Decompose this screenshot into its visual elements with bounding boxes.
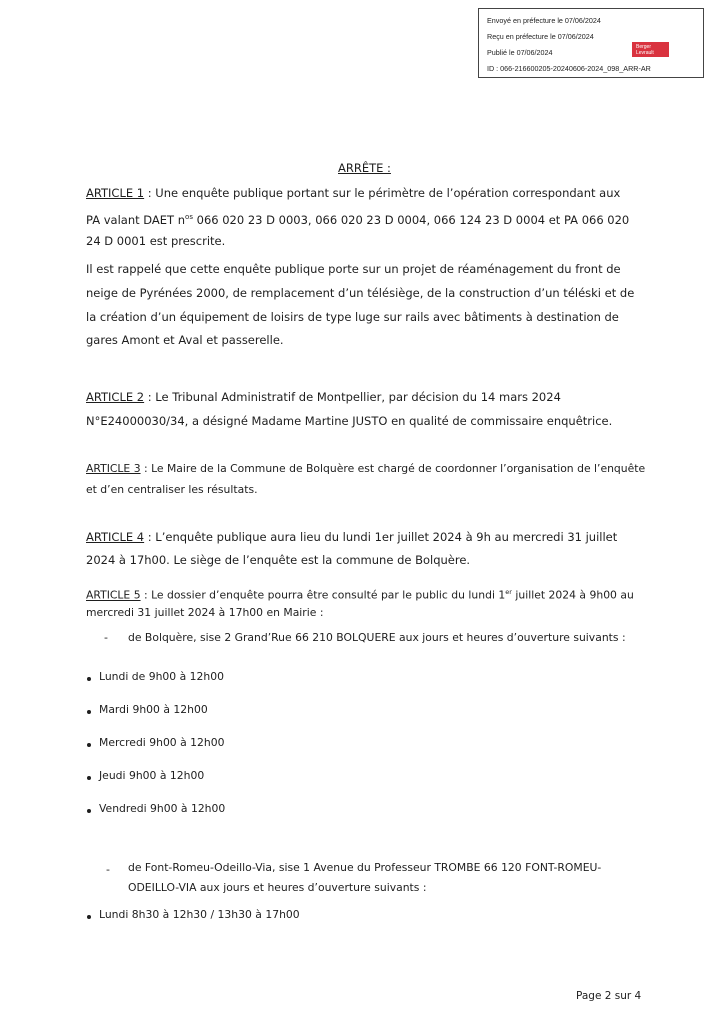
article5-line2: mercredi 31 juillet 2024 à 17h00 en Mairie : [86, 606, 324, 619]
article2-label: ARTICLE 2 [86, 390, 145, 404]
article1-para-line3: la création d’un équipement de loisirs de type luge sur rails avec bâtiments à destination de [86, 310, 619, 324]
bullet-dot [87, 915, 91, 919]
schedule-bolquere-item: Jeudi 9h00 à 12h00 [99, 769, 205, 782]
stamp-id: ID : 066-216600205-20240606-2024_098_ARR-AR [487, 64, 651, 73]
article1-line3: 24 D 0001 est prescrite. [86, 234, 226, 248]
article4-line2: 2024 à 17h00. Le siège de l’enquête est la commune de Bolquère. [86, 553, 471, 567]
schedule-bolquere-item: Mercredi 9h00 à 12h00 [99, 736, 225, 749]
berger-levrault-logo: Berger Levrault [632, 42, 669, 57]
stamp-published: Publié le 07/06/2024 [487, 48, 553, 57]
bullet-dot [87, 710, 91, 714]
dash-bullet: - [104, 631, 108, 644]
article1-para-line2: neige de Pyrénées 2000, de remplacement d’un télésiège, de la construction d’un téléski et de [86, 286, 635, 300]
schedule-bolquere-item: Lundi de 9h00 à 12h00 [99, 670, 224, 683]
bullet-dot [87, 677, 91, 681]
bullet-dot [87, 776, 91, 780]
page-heading: ARRÊTE : [338, 161, 391, 175]
article1-para-line1: Il est rappelé que cette enquête publique porte sur un projet de réaménagement du front de [86, 262, 621, 276]
schedule-fontromeu-item: Lundi 8h30 à 12h30 / 13h30 à 17h00 [99, 908, 300, 921]
article4-line1: ARTICLE 4 : L’enquête publique aura lieu du lundi 1er juillet 2024 à 9h au mercredi 31 juillet [86, 530, 618, 544]
article4-label: ARTICLE 4 [86, 530, 145, 544]
bullet-dot [87, 743, 91, 747]
article2-line1: ARTICLE 2 : Le Tribunal Administratif de Montpellier, par décision du 14 mars 2024 [86, 390, 561, 404]
article1-line1: ARTICLE 1 : Une enquête publique portant sur le périmètre de l’opération correspondant aux [86, 186, 621, 200]
article1-line2: PA valant DAET $n^{os}$ 066 020 23 D 0003, 066 020 23 D 0004, 066 124 23 D 0004 et PA 066 020 [86, 212, 630, 227]
stamp-sent: Envoyé en préfecture le 07/06/2024 [487, 16, 601, 25]
article1-para-line4: gares Amont et Aval et passerelle. [86, 333, 284, 347]
dash-bullet: - [106, 863, 110, 876]
article5-line1: ARTICLE 5 : Le dossier d’enquête pourra être consulté par le public du lundi 1er juillet 2024 à 9h00 au [86, 588, 634, 602]
bolquere-mairie-line: de Bolquère, sise 2 Grand’Rue 66 210 BOLQUERE aux jours et heures d’ouverture suivants : [128, 631, 626, 644]
bullet-dot [87, 809, 91, 813]
article3-line2: et d’en centraliser les résultats. [86, 483, 258, 496]
article3-line1: ARTICLE 3 : Le Maire de la Commune de Bolquère est chargé de coordonner l’organisation de l’enquête [86, 462, 646, 475]
page-number: Page 2 sur 4 [576, 990, 642, 1002]
article2-line2: N°E24000030/34, a désigné Madame Martine JUSTO en qualité de commissaire enquêtrice. [86, 414, 613, 428]
fontromeu-mairie-line1: de Font-Romeu-Odeillo-Via, sise 1 Avenue du Professeur TROMBE 66 120 FONT-ROMEU- [128, 861, 602, 874]
article1-label: ARTICLE 1 [86, 186, 145, 200]
article3-label: ARTICLE 3 [86, 462, 141, 475]
schedule-bolquere-item: Mardi 9h00 à 12h00 [99, 703, 208, 716]
prefecture-stamp [478, 8, 704, 78]
article5-label: ARTICLE 5 [86, 588, 141, 602]
stamp-received: Reçu en préfecture le 07/06/2024 [487, 32, 594, 41]
fontromeu-mairie-line2: ODEILLO-VIA aux jours et heures d’ouverture suivants : [128, 881, 427, 894]
schedule-bolquere-item: Vendredi 9h00 à 12h00 [99, 802, 226, 815]
